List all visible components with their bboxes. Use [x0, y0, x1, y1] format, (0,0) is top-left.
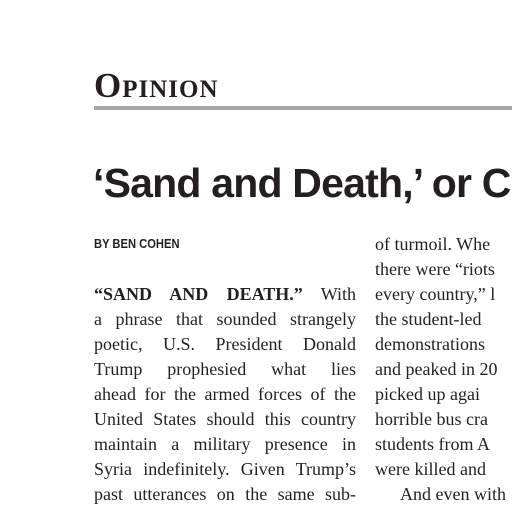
column-line: picked up agai	[375, 384, 480, 404]
column-line: poetic, U.S. President Donald	[94, 334, 356, 354]
column-line: a phrase that sounded strangely	[94, 309, 356, 329]
column-line: horrible bus cra	[375, 409, 488, 429]
column-line: past utterances on the same sub-	[94, 484, 356, 504]
column-line: students from A	[375, 434, 490, 454]
column-line: ahead for the armed forces of the	[94, 384, 356, 404]
lead-line-rest: With	[320, 284, 356, 304]
column-line: and peaked in 20	[375, 359, 498, 379]
column-line: United States should this country	[94, 409, 356, 429]
column-line: every country,” l	[375, 284, 496, 304]
article-headline: ‘Sand and Death,’ or C	[93, 160, 511, 206]
column-line: were killed and	[375, 459, 486, 479]
column-line: of turmoil. Whe	[375, 234, 491, 254]
article-column-left	[94, 282, 356, 507]
column-line: Trump prophesied what lies	[94, 359, 356, 379]
column-line	[94, 282, 356, 307]
column-line: the student-led	[375, 309, 482, 329]
article-byline: BY BEN COHEN	[94, 236, 180, 251]
column-line: maintain a military presence in	[94, 434, 356, 454]
column-line: Syria indefinitely. Given Trump’s	[94, 459, 356, 479]
column-line: there were “riots	[375, 259, 495, 279]
article-column-right	[375, 232, 512, 507]
section-label: Opinion	[94, 66, 219, 105]
column-line: demonstrations	[375, 334, 485, 354]
column-line: And even with	[400, 484, 506, 504]
section-divider	[94, 106, 512, 110]
lead-in: “SAND AND DEATH.”	[94, 284, 303, 304]
